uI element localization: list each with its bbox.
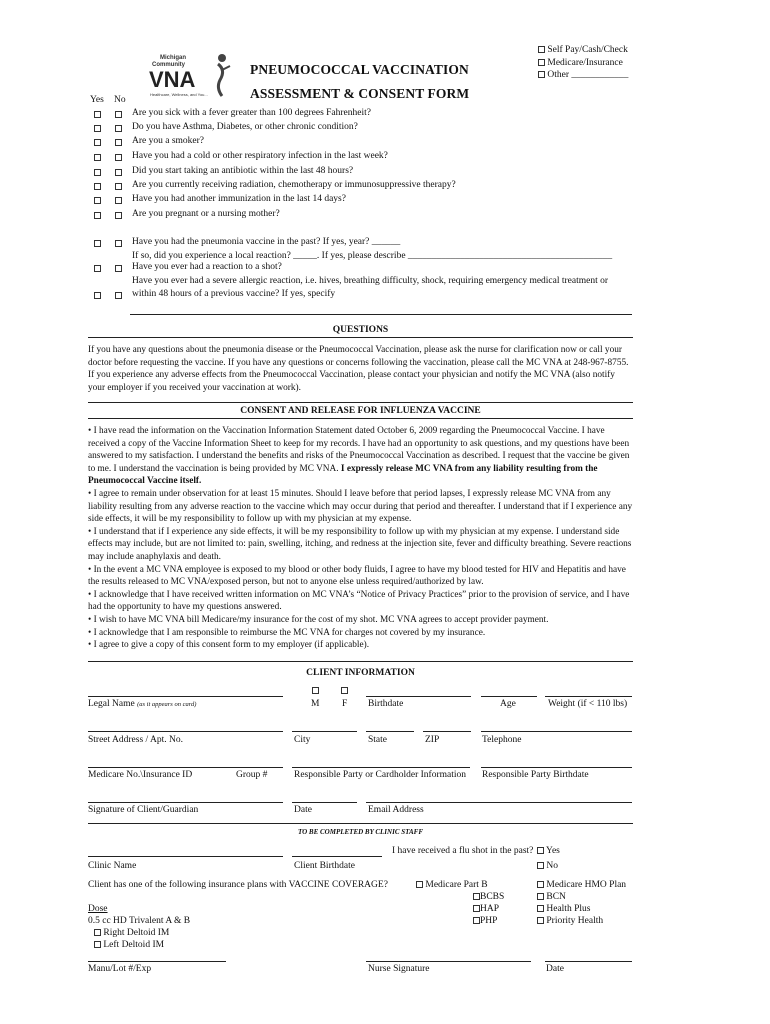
plan-label: HAP: [480, 904, 500, 914]
payment-option[interactable]: [538, 44, 628, 57]
telephone-label: Telephone: [482, 735, 522, 745]
consent-body: [88, 425, 633, 652]
checkbox[interactable]: [538, 46, 545, 53]
site-option-left[interactable]: [94, 940, 164, 950]
legal-name-text: Legal Name: [88, 699, 135, 709]
checkbox[interactable]: [538, 59, 545, 66]
question-row: [92, 136, 652, 149]
clinic-name-line[interactable]: [88, 856, 283, 857]
payment-option[interactable]: [538, 57, 628, 70]
logo-text-top: Michigan: [160, 55, 187, 61]
consent-bullet-2: • I agree to remain under observation for at least 15 minutes. Should I leave before that period lapses, I expressly release MC VNA from any liability resulting from any adverse reaction to the vaccine which may occur during that period and thereafter. I understand that if I experience any side effects, it will be my responsibility to follow up with my physician at my expense.: [88, 488, 633, 525]
form-title-line1: PNEUMOCOCCAL VACCINATION: [250, 62, 469, 77]
consent-heading: CONSENT AND RELEASE FOR INFLUENZA VACCINE: [240, 406, 481, 416]
plan-option[interactable]: [537, 880, 626, 890]
yes-checkbox[interactable]: [94, 139, 101, 146]
consent-bullet-5: • I acknowledge that I have received written information on MC VNA’s “Notice of Privacy Practices” prior to the provision of service, and I have had the opportunity to have my questions answered.: [88, 589, 630, 613]
questions-heading: QUESTIONS: [332, 325, 389, 335]
telephone-line[interactable]: [481, 731, 632, 732]
divider: [88, 823, 633, 824]
state-label: State: [368, 735, 387, 745]
consent-bullet-text: • I have read the information on the Vaccination Information Statement dated October 6, 2009 regarding the Pneumococcal Vaccine. I have received a copy of the Vaccine Information Sheet to keep for my records. I have had an opportunity to ask questions, and my questions have been answered to my satisfaction. I understand the benefits and risks of the Pneumococcal Vaccination as described. I request that the vaccine be given to me. I understand the vaccination is being provided by MC VNA.: [88, 426, 630, 474]
checkbox[interactable]: [537, 862, 544, 869]
plan-option[interactable]: [473, 892, 504, 902]
plan-label: BCN: [546, 892, 566, 902]
client-info-heading: CLIENT INFORMATION: [306, 668, 415, 678]
weight-line[interactable]: [545, 696, 632, 697]
no-checkbox[interactable]: [115, 212, 122, 219]
flu-yes-option[interactable]: [537, 846, 560, 856]
payment-label: Self Pay/Cash/Check: [547, 45, 628, 55]
question-text: Have you had another immunization in the last 14 days?: [132, 194, 346, 204]
checkbox[interactable]: [473, 893, 480, 900]
plan-label: Health Plus: [546, 904, 591, 914]
yes-checkbox[interactable]: [94, 197, 101, 204]
plan-option[interactable]: [537, 892, 566, 902]
responsible-line[interactable]: [292, 767, 470, 768]
question-row: [92, 166, 652, 179]
female-label: F: [342, 699, 348, 709]
consent-bullet-6: • I wish to have MC VNA bill Medicare/my insurance for the cost of my shot. MC VNA agrees to accept provider payment.: [88, 614, 549, 625]
responsible-bd-label: Responsible Party Birthdate: [482, 770, 589, 780]
site-label: Right Deltoid IM: [103, 928, 170, 938]
logo-tagline: Healthcare, Wellness, and You...: [150, 92, 208, 97]
email-line[interactable]: [366, 802, 632, 803]
legal-name-label: [88, 699, 196, 709]
plan-option[interactable]: [537, 904, 590, 914]
checkbox[interactable]: [537, 905, 544, 912]
plan-label: Medicare Part B: [425, 880, 488, 890]
divider: [88, 337, 633, 338]
questions-paragraph: [88, 344, 633, 394]
no-checkbox[interactable]: [115, 183, 122, 190]
yes-checkbox[interactable]: [94, 265, 101, 272]
question-row-allergic: [92, 289, 652, 302]
question-row: [92, 151, 652, 164]
plan-label: PHP: [480, 916, 498, 926]
age-label: Age: [500, 699, 516, 709]
email-label: Email Address: [368, 805, 424, 815]
date-label: Date: [294, 805, 312, 815]
zip-line[interactable]: [423, 731, 471, 732]
question-text: Are you a smoker?: [132, 136, 205, 146]
consent-release-bold: I expressly release MC VNA from any liability resulting from the Pneumococcal Vaccine itself.: [88, 463, 598, 487]
checkbox[interactable]: [473, 917, 480, 924]
street-label: Street Address / Apt. No.: [88, 735, 183, 745]
yes-checkbox[interactable]: [94, 169, 101, 176]
client-bd-label: Client Birthdate: [294, 861, 355, 871]
date-line[interactable]: [292, 802, 357, 803]
logo-text-mid: Community: [152, 62, 185, 68]
question-text: Have you ever had a reaction to a shot?: [132, 262, 282, 272]
question-text: Do you have Asthma, Diabetes, or other chronic condition?: [132, 122, 358, 132]
legal-name-line[interactable]: [88, 696, 283, 697]
zip-label: ZIP: [425, 735, 440, 745]
no-checkbox[interactable]: [115, 125, 122, 132]
birthdate-label: Birthdate: [368, 699, 404, 709]
checkbox[interactable]: [537, 917, 544, 924]
flu-no-label: No: [546, 861, 558, 871]
staff-date-label: Date: [546, 964, 564, 974]
no-header: No: [114, 95, 126, 105]
question-row: [92, 108, 652, 121]
vna-logo: [122, 50, 234, 100]
question-text: within 48 hours of a previous vaccine? If yes, specify: [132, 289, 336, 299]
no-checkbox[interactable]: [115, 169, 122, 176]
city-label: City: [294, 735, 311, 745]
yes-checkbox[interactable]: [94, 240, 101, 247]
checkbox[interactable]: [416, 881, 423, 888]
site-label: Left Deltoid IM: [103, 940, 165, 950]
plan-label: Medicare HMO Plan: [546, 880, 627, 890]
checkbox[interactable]: [537, 881, 544, 888]
payment-label: Other ____________: [547, 70, 629, 80]
no-checkbox[interactable]: [115, 265, 122, 272]
city-line[interactable]: [292, 731, 357, 732]
flu-question: I have received a flu shot in the past?: [392, 846, 534, 856]
legal-name-note: (as it appears on card): [137, 701, 197, 708]
consent-bullet-3: • I understand that if I experience any side effects, it will be my responsibility to follow up with my physician at my expense. I understand side effects may include, but are not limited to: pain, swelling, itching, and redness at the injection site, fever and difficulty breathing. Severe reactions may include anaphylaxis and death.: [88, 526, 632, 562]
checkbox[interactable]: [473, 905, 480, 912]
staff-heading: TO BE COMPLETED BY CLINIC STAFF: [297, 828, 424, 836]
question-row: [92, 180, 652, 193]
plan-option[interactable]: [473, 904, 499, 914]
yes-checkbox[interactable]: [94, 125, 101, 132]
divider: [88, 418, 633, 419]
male-checkbox[interactable]: [312, 687, 319, 694]
question-row-reaction: [92, 262, 652, 275]
consent-bullet-7: • I acknowledge that I am responsible to reimburse the MC VNA for charges not covered by my insurance.: [88, 627, 486, 638]
age-line[interactable]: [481, 696, 537, 697]
checkbox[interactable]: [537, 893, 544, 900]
female-checkbox[interactable]: [341, 687, 348, 694]
form-title-line2: ASSESSMENT & CONSENT FORM: [250, 86, 470, 101]
payment-label: Medicare/Insurance: [547, 57, 623, 68]
yes-checkbox[interactable]: [94, 154, 101, 161]
lot-label: Manu/Lot #/Exp: [88, 964, 152, 974]
question-text: Are you currently receiving radiation, chemotherapy or immunosuppressive therapy?: [132, 180, 456, 190]
consent-bullet-4: • In the event a MC VNA employee is exposed to my blood or other body fluids, I agree to have my blood tested for HIV and Hepatitis and have the results released to MC VNA/exposed person, but not to anyone else unless required/authorized by law.: [88, 564, 626, 588]
checkbox[interactable]: [94, 929, 101, 936]
question-row: [92, 194, 652, 207]
plan-option[interactable]: [537, 916, 603, 926]
signature-label: Signature of Client/Guardian: [88, 805, 199, 815]
no-checkbox[interactable]: [115, 154, 122, 161]
payment-option[interactable]: [538, 69, 628, 82]
group-label: Group #: [236, 770, 268, 780]
male-label: M: [311, 699, 320, 709]
checkbox[interactable]: [94, 941, 101, 948]
question-row-pneumonia: [92, 237, 652, 250]
divider: [88, 661, 633, 662]
checkbox[interactable]: [537, 847, 544, 854]
consent-bullet-8: • I agree to give a copy of this consent form to my employer (if applicable).: [88, 640, 370, 651]
flu-yes-label: Yes: [546, 846, 560, 856]
vna-logo-graphic: [122, 50, 234, 100]
staff-date-line[interactable]: [545, 961, 632, 962]
lot-line[interactable]: [88, 961, 226, 962]
consent-bullet-1: [88, 425, 633, 488]
no-checkbox[interactable]: [115, 197, 122, 204]
yes-header: Yes: [90, 95, 104, 105]
plan-option[interactable]: [416, 880, 488, 890]
insurance-question: Client has one of the following insurance plans with VACCINE COVERAGE?: [88, 880, 388, 890]
question-row: [92, 209, 652, 222]
nurse-sig-label: Nurse Signature: [368, 964, 430, 974]
site-option-right[interactable]: [94, 928, 169, 938]
medicare-line[interactable]: [88, 767, 283, 768]
nurse-sig-line[interactable]: [366, 961, 531, 962]
medicare-label: Medicare No.\Insurance ID: [88, 770, 193, 780]
payment-options: [538, 44, 628, 82]
no-checkbox[interactable]: [115, 292, 122, 299]
questions-body: If you have any questions about the pneumonia disease or the Pneumococcal Vaccination, please ask the nurse for clarification now or call your doctor before requesting the vaccine. If you have any questions or concerns following the vaccination, please call the MC VNA at 248-967-8755. If you experience any adverse effects from the Pneumococcal Vaccination, please contact your physician and notify the MC VNA (also notify your employer if you received your vaccination at work).: [88, 345, 629, 393]
dose-value: 0.5 cc HD Trivalent A & B: [88, 916, 191, 926]
divider: [88, 402, 633, 403]
specify-line[interactable]: [130, 314, 632, 315]
client-bd-line[interactable]: [292, 856, 382, 857]
question-text-allergic-1: Have you ever had a severe allergic reaction, i.e. hives, breathing difficulty, shock, requiring emergency medical treatment or: [132, 276, 609, 286]
yes-checkbox[interactable]: [94, 183, 101, 190]
question-text: Are you pregnant or a nursing mother?: [132, 209, 280, 219]
logo-text-main: VNA: [149, 67, 196, 92]
responsible-bd-line[interactable]: [481, 767, 632, 768]
flu-no-option[interactable]: [537, 861, 558, 871]
question-subtext-local-reaction: If so, did you experience a local reaction? _____. If yes, please describe ___________________________________________: [132, 251, 613, 261]
yes-checkbox[interactable]: [94, 212, 101, 219]
birthdate-line[interactable]: [366, 696, 471, 697]
street-line[interactable]: [88, 731, 283, 732]
no-checkbox[interactable]: [115, 139, 122, 146]
dose-label: Dose: [88, 904, 108, 914]
signature-line[interactable]: [88, 802, 283, 803]
plan-option[interactable]: [473, 916, 497, 926]
question-text: Did you start taking an antibiotic within the last 48 hours?: [132, 166, 354, 176]
plan-label: Priority Health: [546, 916, 604, 926]
weight-label: Weight (if < 110 lbs): [548, 699, 628, 709]
question-text: Are you sick with a fever greater than 100 degrees Fahrenheit?: [132, 108, 371, 118]
yes-checkbox[interactable]: [94, 292, 101, 299]
state-line[interactable]: [366, 731, 414, 732]
question-text: Have you had a cold or other respiratory infection in the last week?: [132, 151, 388, 161]
responsible-label: Responsible Party or Cardholder Information: [294, 770, 467, 780]
clinic-name-label: Clinic Name: [88, 861, 137, 871]
no-checkbox[interactable]: [115, 240, 122, 247]
checkbox[interactable]: [538, 71, 545, 78]
question-row: [92, 122, 652, 135]
question-text: Have you had the pneumonia vaccine in the past? If yes, year? ______: [132, 237, 401, 247]
plan-label: BCBS: [480, 892, 505, 902]
yes-checkbox[interactable]: [94, 111, 101, 118]
no-checkbox[interactable]: [115, 111, 122, 118]
